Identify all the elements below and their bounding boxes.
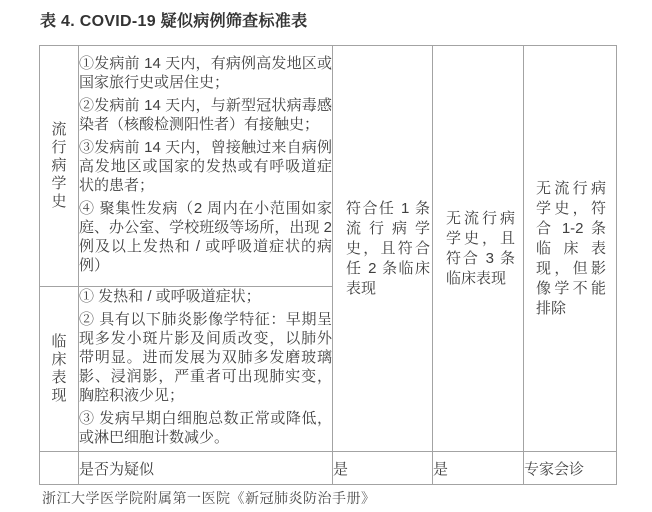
verdict-value-3: 专家会诊 [524,452,617,485]
epidemiology-item-3: ③发病前 14 天内，曾接触过来自病例高发地区或国家的发热或有呼吸道症状的患者； [79,138,332,194]
verdict-value-2: 是 [433,452,524,485]
row-label-clinical-text: 临床表现 [51,333,67,404]
row-label-clinical [40,287,79,452]
epidemiology-item-2: ②发病前 14 天内，与新型冠状病毒感染者（核酸检测阳性者）有接触史； [79,96,332,133]
table-row-verdict [40,452,617,485]
clinical-item-3: ③ 发病早期白细胞总数正常或降低，或淋巴细胞计数减少。 [79,410,332,446]
row-label-epidemiology [40,46,79,287]
page-title: 表 4. COVID-19 疑似病例筛查标准表 [40,13,308,30]
verdict-label: 是否为疑似 [79,452,333,485]
screening-criteria-table [39,45,617,485]
source-attribution: 浙江大学医学院附属第一医院《新冠肺炎防治手册》 [42,490,376,506]
epidemiology-item-4: ④ 聚集性发病（2 周内在小范围如家庭、办公室、学校班级等场所，出现 2 例及以上发热和 / 或呼吸道症状的病例） [79,199,332,274]
clinical-item-2: ② 具有以下肺炎影像学特征：早期呈现多发小斑片影及间质改变，以肺外带明显。进而发展为双肺多发磨玻璃影、浸润影，严重者可出现肺实变，胸腔积液少见； [79,311,332,404]
verdict-value-1: 是 [333,452,433,485]
table-row-epidemiology [40,46,617,287]
row-label-epidemiology-text: 流行病学史 [51,121,67,210]
clinical-item-1: ① 发热和 / 或呼吸道症状； [79,288,261,305]
epidemiology-item-1: ①发病前 14 天内，有病例高发地区或国家旅行史或居住史； [79,54,332,91]
epidemiology-criteria-cell [79,46,333,287]
clinical-criteria-cell [79,287,333,452]
assessment-column-1: 符合任 1 条流行病学史，且符合任 2 条临床表现 [333,46,433,452]
assessment-column-3: 无流行病学史，符合 1-2 条临床表现，但影像学不能排除 [524,46,617,452]
verdict-empty-cell [40,452,79,485]
assessment-column-2: 无流行病学史，且符合 3 条临床表现 [433,46,524,452]
